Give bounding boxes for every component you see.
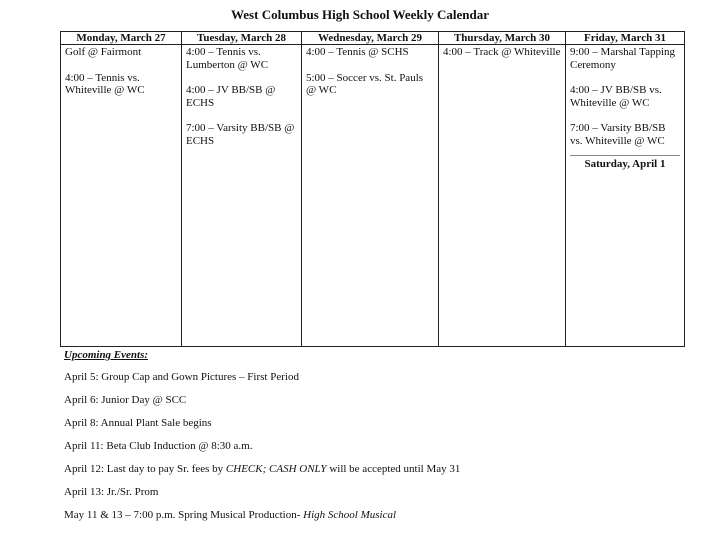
day-header-thursday: Thursday, March 30 xyxy=(439,32,566,45)
day-header-wednesday: Wednesday, March 29 xyxy=(302,32,439,45)
calendar-event: 9:00 – Marshal Tapping Ceremony xyxy=(570,46,676,71)
list-item-emphasis: CHECK; CASH ONLY xyxy=(225,463,327,475)
day-cell-friday xyxy=(566,45,685,347)
day-header-friday: Friday, March 31 xyxy=(566,32,685,45)
list-item: April 6: Junior Day @ SCC xyxy=(64,394,187,406)
calendar-header-row xyxy=(61,32,685,45)
calendar-event: 5:00 – Soccer vs. St. Pauls @ WC xyxy=(306,71,424,96)
day-cell-tuesday xyxy=(182,45,302,347)
calendar-event: 4:00 – Tennis vs. Whiteville @ WC xyxy=(65,71,145,96)
list-item xyxy=(64,463,460,476)
day-header-monday: Monday, March 27 xyxy=(61,32,182,45)
weekly-calendar-table xyxy=(60,31,685,347)
day-cell-wednesday xyxy=(302,45,439,347)
calendar-event: 7:00 – Varsity BB/SB @ ECHS xyxy=(186,122,295,147)
list-item-emphasis: High School Musical xyxy=(303,509,397,521)
upcoming-events-heading: Upcoming Events: xyxy=(64,349,149,361)
day-header-tuesday: Tuesday, March 28 xyxy=(182,32,302,45)
day-cell-thursday xyxy=(439,45,566,347)
calendar-event: 7:00 – Varsity BB/SB vs. Whiteville @ WC xyxy=(570,122,666,147)
calendar-event: 4:00 – JV BB/SB @ ECHS xyxy=(186,84,276,109)
list-item: April 8: Annual Plant Sale begins xyxy=(64,417,212,429)
list-item-text: May 11 & 13 – 7:00 p.m. Spring Musical Production- xyxy=(64,509,304,521)
list-item: April 11: Beta Club Induction @ 8:30 a.m. xyxy=(64,440,253,452)
page-title: West Columbus High School Weekly Calendar xyxy=(231,7,489,22)
calendar-event: 4:00 – JV BB/SB vs. Whiteville @ WC xyxy=(570,84,662,109)
saturday-divider xyxy=(570,155,680,156)
day-header-saturday: Saturday, April 1 xyxy=(584,158,666,170)
list-item xyxy=(64,509,460,522)
calendar-event: 4:00 – Tennis @ SCHS xyxy=(306,46,409,58)
calendar-events-row xyxy=(61,45,685,347)
calendar-event: Golf @ Fairmont xyxy=(65,46,142,58)
calendar-event: 4:00 – Track @ Whiteville xyxy=(443,46,561,58)
list-item: April 13: Jr./Sr. Prom xyxy=(64,486,159,498)
list-item: April 5: Group Cap and Gown Pictures – First Period xyxy=(64,371,299,383)
list-item-text: will be accepted until May 31 xyxy=(326,463,461,475)
list-item-text: April 12: Last day to pay Sr. fees by xyxy=(64,463,226,475)
calendar-event: 4:00 – Tennis vs. Lumberton @ WC xyxy=(186,46,269,71)
upcoming-events-section xyxy=(64,349,460,532)
day-cell-monday xyxy=(61,45,182,347)
